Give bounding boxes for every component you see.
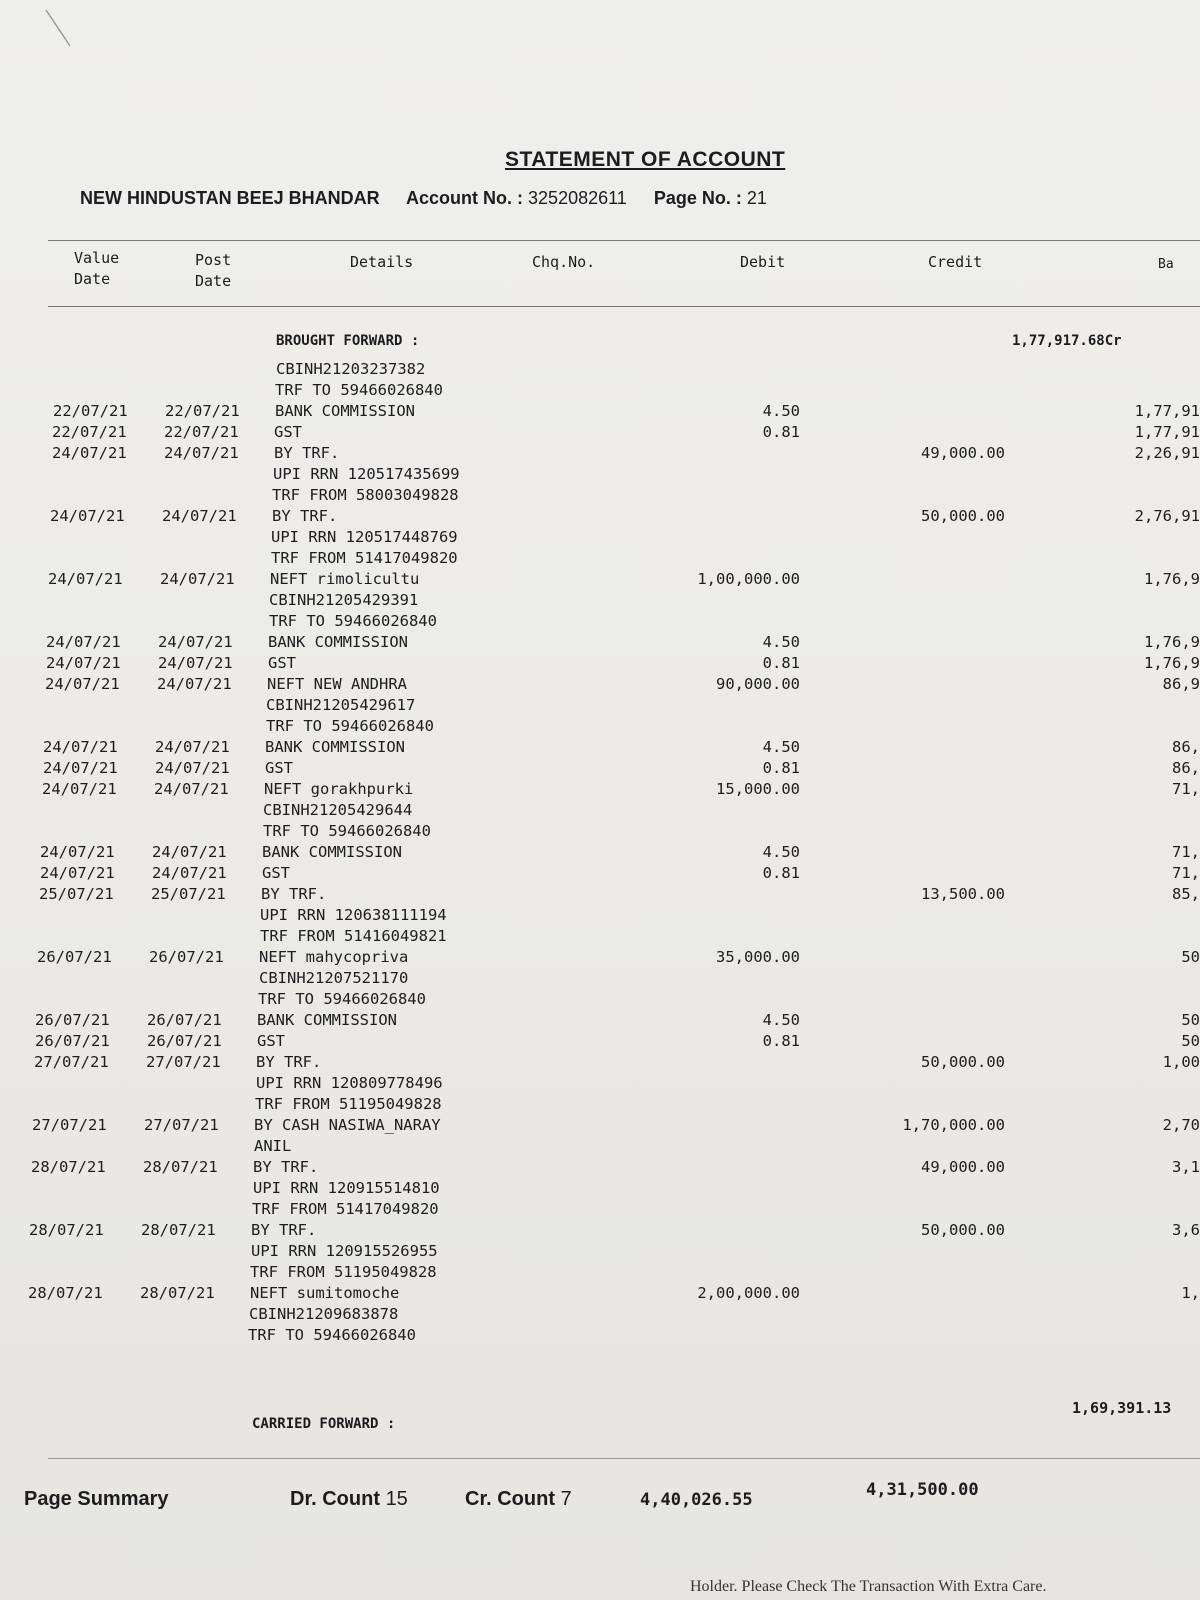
value-date-cell: 22/07/21 [52,423,127,441]
balance-cell: 1,00 [1162,1053,1200,1071]
balance-cell: 2,76,91 [1134,507,1200,525]
details-cell: CBINH21205429644 [263,801,413,819]
header-rule-bottom [48,306,1200,307]
balance-cell: 1,77,91 [1134,423,1200,441]
details-cell: BY TRF. [251,1221,317,1239]
debit-cell: 35,000.00 [716,948,800,966]
footnote: Holder. Please Check The Transaction With Extra Care. [690,1578,1047,1595]
debit-cell: 4.50 [762,402,800,420]
balance-cell: 71, [1172,843,1200,861]
details-cell: NEFT sumitomoche [250,1284,400,1302]
details-cell: GST [257,1032,285,1050]
details-cell: BANK COMMISSION [275,402,415,420]
col-details: Details [350,253,414,271]
value-date-cell: 26/07/21 [35,1011,110,1029]
post-date-cell: 24/07/21 [164,444,239,462]
balance-cell: 50 [1181,1011,1200,1029]
balance-cell: 1, [1181,1284,1200,1302]
details-cell: BY TRF. [272,507,338,525]
details-cell: TRF TO 59466026840 [269,612,437,630]
col-post-date: Post Date [195,251,232,290]
col-credit: Credit [928,253,983,271]
value-date-cell: 24/07/21 [46,633,121,651]
balance-cell: 71, [1172,864,1200,882]
debit-cell: 2,00,000.00 [697,1284,800,1302]
balance-cell: 2,26,91 [1134,444,1200,462]
details-cell: CBINH21205429391 [269,591,419,609]
details-cell: CBINH21205429617 [266,696,416,714]
debit-cell: 0.81 [762,654,800,672]
details-cell: UPI RRN 120638111194 [260,906,447,924]
details-cell: TRF TO 59466026840 [258,990,426,1008]
account-name: NEW HINDUSTAN BEEJ BHANDAR [80,188,380,208]
post-date-cell: 25/07/21 [151,885,226,903]
value-date-cell: 28/07/21 [31,1158,106,1176]
balance-cell: 50 [1181,1032,1200,1050]
details-cell: TRF TO 59466026840 [266,717,434,735]
details-cell: NEFT mahycopriva [259,948,409,966]
balance-cell: 1,76,9 [1144,570,1200,588]
credit-cell: 50,000.00 [921,507,1005,525]
details-cell: TRF TO 59466026840 [263,822,431,840]
balance-cell: 86, [1172,738,1200,756]
value-date-cell: 27/07/21 [34,1053,109,1071]
details-cell: NEFT gorakhpurki [264,780,414,798]
details-cell: CBINH21203237382 [276,360,426,378]
value-date-cell: 24/07/21 [52,444,127,462]
details-cell: UPI RRN 120809778496 [256,1074,443,1092]
details-cell: UPI RRN 120915514810 [253,1179,440,1197]
balance-cell: 86,9 [1162,675,1200,693]
cr-count: Cr. Count 7 [465,1488,572,1510]
details-cell: ANIL [254,1137,292,1155]
post-date-cell: 24/07/21 [155,759,230,777]
debit-cell: 4.50 [762,633,800,651]
details-cell: UPI RRN 120517435699 [273,465,460,483]
brought-forward-label: BROUGHT FORWARD : [276,333,420,349]
details-cell: GST [274,423,302,441]
details-cell: GST [265,759,293,777]
post-date-cell: 24/07/21 [158,633,233,651]
credit-cell: 49,000.00 [921,444,1005,462]
post-date-cell: 24/07/21 [154,780,229,798]
details-cell: BY TRF. [256,1053,322,1071]
post-date-cell: 24/07/21 [157,675,232,693]
details-cell: BY TRF. [253,1158,319,1176]
details-cell: CBINH21209683878 [249,1305,399,1323]
col-balance: Ba [1158,257,1174,272]
details-cell: BANK COMMISSION [268,633,408,651]
value-date-cell: 24/07/21 [42,780,117,798]
header-rule-top [48,240,1200,241]
pen-mark [44,8,74,48]
debit-cell: 4.50 [762,843,800,861]
debit-cell: 4.50 [762,738,800,756]
balance-cell: 3,6 [1172,1221,1200,1239]
post-date-cell: 27/07/21 [146,1053,221,1071]
post-date-cell: 24/07/21 [160,570,235,588]
brought-forward-amount: 1,77,917.68Cr [1012,333,1122,349]
debit-cell: 4.50 [762,1011,800,1029]
details-cell: UPI RRN 120915526955 [251,1242,438,1260]
post-date-cell: 27/07/21 [144,1116,219,1134]
details-cell: GST [262,864,290,882]
value-date-cell: 26/07/21 [37,948,112,966]
value-date-cell: 24/07/21 [40,843,115,861]
balance-cell: 86, [1172,759,1200,777]
balance-cell: 1,76,9 [1144,654,1200,672]
post-date-cell: 24/07/21 [155,738,230,756]
balance-cell: 1,77,91 [1134,402,1200,420]
value-date-cell: 24/07/21 [45,675,120,693]
post-date-cell: 24/07/21 [162,507,237,525]
value-date-cell: 28/07/21 [28,1284,103,1302]
details-cell: UPI RRN 120517448769 [271,528,458,546]
post-date-cell: 24/07/21 [158,654,233,672]
details-cell: TRF FROM 51195049828 [250,1263,437,1281]
value-date-cell: 24/07/21 [50,507,125,525]
credit-total: 4,31,500.00 [866,1480,979,1500]
balance-cell: 3,1 [1172,1158,1200,1176]
details-cell: BANK COMMISSION [262,843,402,861]
debit-cell: 90,000.00 [716,675,800,693]
credit-cell: 13,500.00 [921,885,1005,903]
carried-forward-amount: 1,69,391.13 [1072,1399,1172,1417]
details-cell: BANK COMMISSION [257,1011,397,1029]
details-cell: BANK COMMISSION [265,738,405,756]
col-value-date: Value Date [74,249,120,288]
balance-cell: 71, [1172,780,1200,798]
debit-cell: 0.81 [762,759,800,777]
value-date-cell: 28/07/21 [29,1221,104,1239]
details-cell: BY TRF. [261,885,327,903]
credit-cell: 50,000.00 [921,1053,1005,1071]
page-no: 21 [746,188,767,208]
value-date-cell: 27/07/21 [32,1116,107,1134]
value-date-cell: 25/07/21 [39,885,114,903]
details-cell: TRF FROM 51417049820 [271,549,458,567]
footer-rule [48,1458,1200,1459]
details-cell: NEFT NEW ANDHRA [267,675,407,693]
debit-cell: 15,000.00 [716,780,800,798]
page-summary-label: Page Summary [24,1488,169,1510]
account-header [80,188,767,209]
value-date-cell: 24/07/21 [48,570,123,588]
details-cell: TRF FROM 58003049828 [272,486,459,504]
credit-cell: 1,70,000.00 [902,1116,1005,1134]
details-cell: BY TRF. [274,444,340,462]
balance-cell: 2,70 [1162,1116,1200,1134]
balance-cell: 1,76,9 [1144,633,1200,651]
post-date-cell: 22/07/21 [164,423,239,441]
credit-cell: 49,000.00 [921,1158,1005,1176]
post-date-cell: 28/07/21 [141,1221,216,1239]
details-cell: BY CASH NASIWA_NARAY [254,1116,441,1134]
debit-cell: 0.81 [762,864,800,882]
col-chq-no: Chq.No. [532,253,596,271]
value-date-cell: 24/07/21 [43,759,118,777]
dr-count: Dr. Count 15 [290,1488,408,1510]
balance-cell: 50 [1181,948,1200,966]
balance-cell: 85, [1172,885,1200,903]
details-cell: GST [268,654,296,672]
account-no-label: Account No. : [406,188,524,208]
value-date-cell: 24/07/21 [46,654,121,672]
post-date-cell: 24/07/21 [152,864,227,882]
details-cell: TRF FROM 51195049828 [255,1095,442,1113]
account-no: 3252082611 [528,188,627,208]
post-date-cell: 26/07/21 [147,1011,222,1029]
details-cell: TRF FROM 51417049820 [252,1200,439,1218]
page-title: STATEMENT OF ACCOUNT [505,148,786,171]
post-date-cell: 26/07/21 [149,948,224,966]
details-cell: TRF FROM 51416049821 [260,927,447,945]
credit-cell: 50,000.00 [921,1221,1005,1239]
debit-cell: 0.81 [762,1032,800,1050]
value-date-cell: 24/07/21 [43,738,118,756]
post-date-cell: 22/07/21 [165,402,240,420]
post-date-cell: 28/07/21 [143,1158,218,1176]
page-no-label: Page No. : [653,188,742,208]
post-date-cell: 24/07/21 [152,843,227,861]
debit-cell: 0.81 [762,423,800,441]
post-date-cell: 28/07/21 [140,1284,215,1302]
debit-total: 4,40,026.55 [640,1490,753,1510]
carried-forward-label: CARRIED FORWARD : [252,1416,396,1432]
debit-cell: 1,00,000.00 [697,570,800,588]
value-date-cell: 22/07/21 [53,402,128,420]
col-debit: Debit [740,253,786,271]
value-date-cell: 24/07/21 [40,864,115,882]
value-date-cell: 26/07/21 [35,1032,110,1050]
post-date-cell: 26/07/21 [147,1032,222,1050]
details-cell: CBINH21207521170 [259,969,409,987]
details-cell: NEFT rimolicultu [270,570,420,588]
details-cell: TRF TO 59466026840 [248,1326,416,1344]
details-cell: TRF TO 59466026840 [275,381,443,399]
